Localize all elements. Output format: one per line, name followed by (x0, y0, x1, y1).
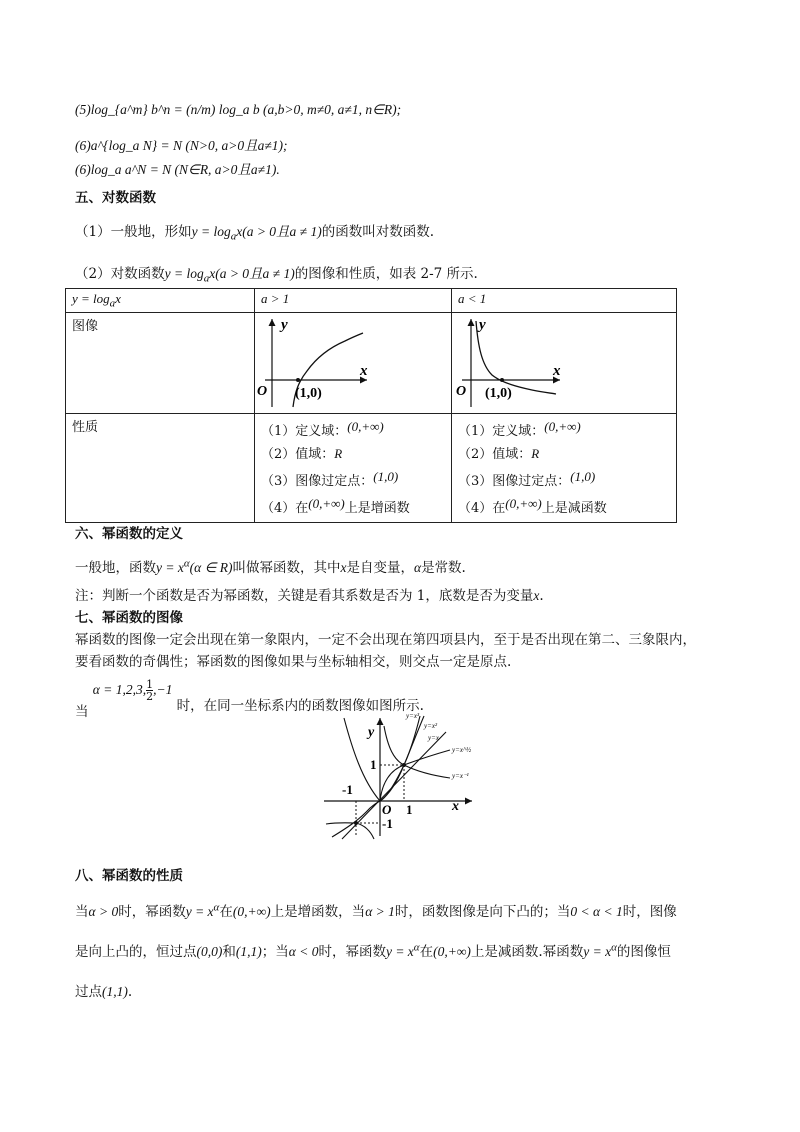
prop-range: （2）值域：R (261, 445, 343, 462)
point-label: (1,0) (295, 385, 322, 401)
one-y-label: 1 (370, 757, 377, 772)
section-6-note: 注：判断一个函数是否为幂函数，关键是看其系数是否为 1，底数是否为变量x. (75, 588, 544, 604)
math-expr: x(a > 0且a ≠ 1) (236, 224, 322, 239)
log-curve-decreasing (476, 321, 556, 394)
y-axis-label: y (281, 316, 288, 333)
one-x-label: 1 (406, 802, 413, 817)
x-axis-label: x (360, 362, 368, 379)
header-function: $y = \log_ax$ (66, 289, 255, 313)
point-label: (1,0) (485, 385, 512, 401)
prop-fixed-point: （3）图像过定点：(1,0) (261, 468, 399, 489)
row-label-image: 图像 (66, 312, 255, 413)
prop-monotonic: （4）在(0,+∞)上是增函数 (261, 495, 410, 516)
formula-6a: (6)a^{log_a N} = N (N>0, a>0且a≠1); (75, 138, 288, 153)
section-8-line-2: 是向上凸的，恒过点(0,0)和(1,1)；当α < 0时，幂函数$y = x^\alpha$在(0,+∞)上是减函数.幂函数$y = x^\alpha$的图像恒 (75, 941, 671, 960)
section-6-title: 六、幂函数的定义 (75, 526, 183, 542)
section-6-paragraph: 一般地，函数$y = x^\alpha(\alpha$ ∈ R)叫做幂函数，其中x是自变量，α是常数. (75, 557, 466, 576)
header-a-gt-1: a > 1 (255, 289, 452, 313)
curve-label-inverse: y=x⁻¹ (452, 772, 469, 780)
properties-increasing (255, 413, 452, 522)
section-7-line-3: 当 α = 1,2,3, $\frac{1}{2}$ ,−1 时，在同一坐标系内的函数图像如图所示. (75, 678, 424, 720)
section-8-line-3: 过点(1,1). (75, 984, 133, 1000)
graph-log-decreasing (452, 313, 676, 409)
log-function-table (65, 288, 677, 523)
y-axis-label: y (479, 316, 486, 333)
prop-monotonic: （4）在(0,+∞)上是减函数 (458, 495, 607, 516)
curve-y-x3 (332, 716, 420, 837)
section-7-line-2: 要看函数的奇偶性；幂函数的图像如果与坐标轴相交，则交点一定是原点. (75, 654, 512, 670)
origin-label: O (456, 383, 467, 399)
point-1-1 (402, 763, 406, 767)
math-expr: y = log (191, 224, 231, 239)
fixed-point-dot (500, 378, 504, 382)
x-axis-label: x (553, 362, 561, 379)
row-label-properties: 性质 (66, 413, 255, 522)
curve-label-x3: y=x³ (406, 712, 420, 720)
section-5-title: 五、对数函数 (75, 190, 156, 206)
point-neg1-neg1 (354, 821, 358, 825)
prop-domain: （1）定义域：(0,+∞) (261, 418, 384, 439)
origin-label: O (257, 383, 268, 399)
power-function-graph (320, 708, 490, 840)
math-expr: x(a > 0且a ≠ 1) (209, 266, 295, 281)
curve-label-x2: y=x² (424, 722, 438, 730)
section-8-line-1: 当α > 0时，幂函数$y = x^\alpha$在(0,+∞)上是增函数，当α > 1时，函数图像是向下凸的；当0 < α < 1时，图像 (75, 901, 677, 920)
math-expr: y = log (164, 266, 204, 281)
neg-one-y-label: -1 (382, 816, 393, 831)
prop-range: （2）值域：R (458, 445, 540, 462)
graph-log-increasing (255, 313, 451, 409)
prop-domain: （1）定义域：(0,+∞) (458, 418, 581, 439)
neg-one-x-label: -1 (342, 782, 353, 797)
graph-cell-decreasing (452, 312, 677, 413)
text: （1）一般地，形如 (75, 224, 192, 240)
fixed-point-dot (296, 378, 300, 382)
section-5-paragraph-2: （2）对数函数$y = \log_ax(a > 0$且a ≠ 1)的图像和性质，如表 2-7 所示. (75, 266, 478, 285)
curve-y-sqrt-x (380, 750, 450, 801)
graph-cell-increasing (255, 312, 452, 413)
section-8-title: 八、幂函数的性质 (75, 868, 183, 884)
section-7-title: 七、幂函数的图像 (75, 610, 183, 626)
y-axis-label: y (368, 725, 375, 740)
header-a-lt-1: a < 1 (452, 289, 677, 313)
formula-5: (5)log_{a^m} b^n = (n/m) log_a b (a,b>0, m≠0, a≠1, n∈R); (75, 102, 402, 117)
text: （2）对数函数 (75, 266, 165, 282)
section-7-line-1: 幂函数的图像一定会出现在第一象限内，一定不会出现在第四项县内，至于是否出现在第二、三象限内， (75, 632, 696, 648)
formula-6b: (6)log_a a^N = N (N∈R, a>0且a≠1). (75, 162, 280, 177)
origin-label: O (382, 802, 392, 817)
prop-fixed-point: （3）图像过定点：(1,0) (458, 468, 596, 489)
text: 的函数叫对数函数. (321, 224, 435, 240)
curve-label-sqrt: y=x^½ (452, 746, 472, 754)
x-axis-label: x (452, 799, 459, 814)
section-5-paragraph-1: （1）一般地，形如$y = \log_ax(a > 0$且a ≠ 1)的函数叫对数函数. (75, 224, 435, 243)
properties-decreasing (452, 413, 677, 522)
text: 的图像和性质，如表 2-7 所示. (294, 266, 478, 282)
curve-label-x: y=x (428, 734, 439, 742)
